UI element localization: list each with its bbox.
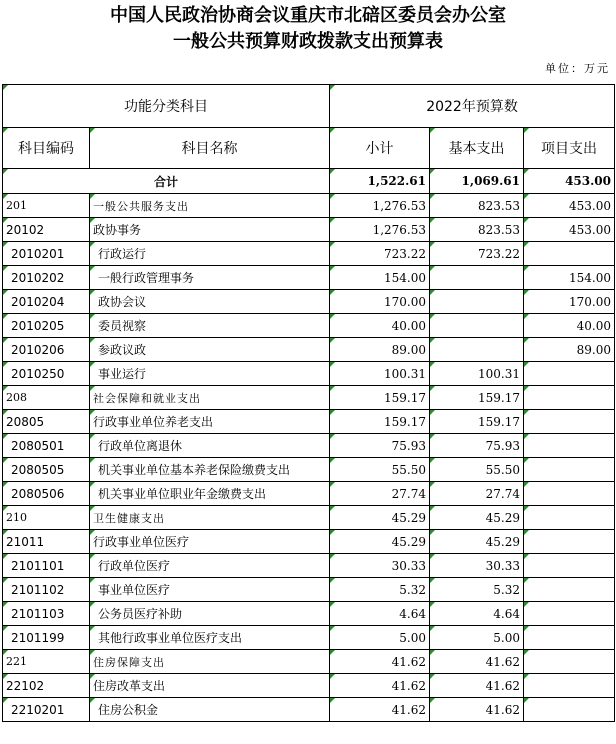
row-project: [524, 410, 615, 434]
row-name: 其他行政事业单位医疗支出: [90, 626, 330, 650]
row-project: [524, 242, 615, 266]
table-row: [3, 530, 615, 554]
row-basic: 41.62: [430, 650, 524, 674]
row-code: 2210201: [3, 698, 90, 722]
row-basic: 159.17: [430, 410, 524, 434]
table-row: [3, 290, 615, 314]
row-basic: 41.62: [430, 698, 524, 722]
row-project: [524, 602, 615, 626]
row-code: 20102: [3, 218, 90, 242]
row-basic: 30.33: [430, 554, 524, 578]
table-row: [3, 410, 615, 434]
table-row: [3, 506, 615, 530]
row-subtotal: 40.00: [330, 314, 430, 338]
row-subtotal: 89.00: [330, 338, 430, 362]
row-code: 208: [3, 386, 90, 410]
row-basic: 5.00: [430, 626, 524, 650]
row-code: 2010205: [3, 314, 90, 338]
table-row: [3, 194, 615, 218]
row-name: 公务员医疗补助: [90, 602, 330, 626]
row-project: [524, 482, 615, 506]
table-row: [3, 458, 615, 482]
row-code: 2080501: [3, 434, 90, 458]
row-name: 一般公共服务支出: [90, 194, 330, 218]
row-basic: 41.62: [430, 674, 524, 698]
row-code: 2080506: [3, 482, 90, 506]
row-code: 2101101: [3, 554, 90, 578]
row-code: 210: [3, 506, 90, 530]
row-code: 221: [3, 650, 90, 674]
row-name: 住房改革支出: [90, 674, 330, 698]
row-project: 40.00: [524, 314, 615, 338]
header-row-2: [3, 128, 615, 169]
row-basic: 55.50: [430, 458, 524, 482]
row-subtotal: 27.74: [330, 482, 430, 506]
row-basic: [430, 314, 524, 338]
table-row: [3, 482, 615, 506]
row-basic: 27.74: [430, 482, 524, 506]
table-row: [3, 650, 615, 674]
row-basic: 75.93: [430, 434, 524, 458]
row-subtotal: 30.33: [330, 554, 430, 578]
row-name: 政协会议: [90, 290, 330, 314]
row-name: 行政事业单位医疗: [90, 530, 330, 554]
row-subtotal: 41.62: [330, 650, 430, 674]
row-code: 2101102: [3, 578, 90, 602]
row-name: 住房保障支出: [90, 650, 330, 674]
row-name: 住房公积金: [90, 698, 330, 722]
row-basic: 723.22: [430, 242, 524, 266]
budget-table: [2, 84, 615, 722]
row-name: 一般行政管理事务: [90, 266, 330, 290]
row-basic: [430, 266, 524, 290]
row-code: 20805: [3, 410, 90, 434]
row-code: 2010201: [3, 242, 90, 266]
row-project: 89.00: [524, 338, 615, 362]
row-code: 2010206: [3, 338, 90, 362]
total-row: [3, 169, 615, 194]
row-basic: 159.17: [430, 386, 524, 410]
function-classification-header: 功能分类科目: [3, 85, 330, 128]
row-name: 事业运行: [90, 362, 330, 386]
project-column-header: 项目支出: [524, 128, 615, 169]
total-basic: 1,069.61: [430, 169, 524, 194]
row-project: 170.00: [524, 290, 615, 314]
row-basic: 823.53: [430, 218, 524, 242]
row-subtotal: 45.29: [330, 506, 430, 530]
budget-year-header: 2022年预算数: [330, 85, 615, 128]
row-name: 参政议政: [90, 338, 330, 362]
row-project: [524, 530, 615, 554]
row-subtotal: 4.64: [330, 602, 430, 626]
row-project: [524, 386, 615, 410]
row-basic: 5.32: [430, 578, 524, 602]
subtotal-column-header: 小计: [330, 128, 430, 169]
row-project: 453.00: [524, 218, 615, 242]
row-subtotal: 41.62: [330, 698, 430, 722]
basic-column-header: 基本支出: [430, 128, 524, 169]
name-column-header: 科目名称: [90, 128, 330, 169]
row-project: [524, 506, 615, 530]
table-row: [3, 578, 615, 602]
row-basic: [430, 290, 524, 314]
row-code: 22102: [3, 674, 90, 698]
row-basic: 45.29: [430, 530, 524, 554]
table-row: [3, 338, 615, 362]
row-project: 154.00: [524, 266, 615, 290]
row-subtotal: 170.00: [330, 290, 430, 314]
row-name: 行政运行: [90, 242, 330, 266]
row-code: 21011: [3, 530, 90, 554]
row-subtotal: 1,276.53: [330, 218, 430, 242]
row-subtotal: 41.62: [330, 674, 430, 698]
row-name: 机关事业单位职业年金缴费支出: [90, 482, 330, 506]
row-basic: 100.31: [430, 362, 524, 386]
table-row: [3, 554, 615, 578]
table-row: [3, 626, 615, 650]
row-project: [524, 578, 615, 602]
row-name: 行政事业单位养老支出: [90, 410, 330, 434]
header-row-1: [3, 85, 615, 128]
table-row: [3, 242, 615, 266]
table-row: [3, 218, 615, 242]
table-row: [3, 314, 615, 338]
row-code: 201: [3, 194, 90, 218]
row-subtotal: 159.17: [330, 410, 430, 434]
table-row: [3, 386, 615, 410]
report-title-line-1: 中国人民政治协商会议重庆市北碚区委员会办公室: [110, 5, 506, 26]
row-subtotal: 75.93: [330, 434, 430, 458]
row-subtotal: 154.00: [330, 266, 430, 290]
row-name: 行政单位离退休: [90, 434, 330, 458]
row-project: [524, 362, 615, 386]
row-name: 机关事业单位基本养老保险缴费支出: [90, 458, 330, 482]
table-row: [3, 698, 615, 722]
row-name: 政协事务: [90, 218, 330, 242]
row-project: [524, 674, 615, 698]
row-subtotal: 1,276.53: [330, 194, 430, 218]
table-row: [3, 362, 615, 386]
row-basic: 823.53: [430, 194, 524, 218]
row-name: 社会保障和就业支出: [90, 386, 330, 410]
code-column-header: 科目编码: [3, 128, 90, 169]
table-row: [3, 434, 615, 458]
table-row: [3, 674, 615, 698]
table-row: [3, 602, 615, 626]
row-code: 2010250: [3, 362, 90, 386]
row-code: 2101199: [3, 626, 90, 650]
row-name: 委员视察: [90, 314, 330, 338]
report-title-line-2: 一般公共预算财政拨款支出预算表: [173, 31, 443, 52]
row-project: 453.00: [524, 194, 615, 218]
row-subtotal: 100.31: [330, 362, 430, 386]
row-basic: 45.29: [430, 506, 524, 530]
unit-label: 单位：万元: [545, 62, 610, 75]
row-name: 行政单位医疗: [90, 554, 330, 578]
total-label: 合计: [3, 169, 330, 194]
total-subtotal: 1,522.61: [330, 169, 430, 194]
row-code: 2080505: [3, 458, 90, 482]
row-subtotal: 5.00: [330, 626, 430, 650]
row-project: [524, 554, 615, 578]
row-project: [524, 650, 615, 674]
row-subtotal: 45.29: [330, 530, 430, 554]
row-subtotal: 5.32: [330, 578, 430, 602]
row-subtotal: 55.50: [330, 458, 430, 482]
row-project: [524, 626, 615, 650]
row-project: [524, 434, 615, 458]
row-name: 事业单位医疗: [90, 578, 330, 602]
row-code: 2010204: [3, 290, 90, 314]
row-code: 2010202: [3, 266, 90, 290]
row-project: [524, 698, 615, 722]
row-name: 卫生健康支出: [90, 506, 330, 530]
row-subtotal: 723.22: [330, 242, 430, 266]
row-project: [524, 458, 615, 482]
row-basic: 4.64: [430, 602, 524, 626]
row-basic: [430, 338, 524, 362]
row-subtotal: 159.17: [330, 386, 430, 410]
table-row: [3, 266, 615, 290]
row-code: 2101103: [3, 602, 90, 626]
total-project: 453.00: [524, 169, 615, 194]
